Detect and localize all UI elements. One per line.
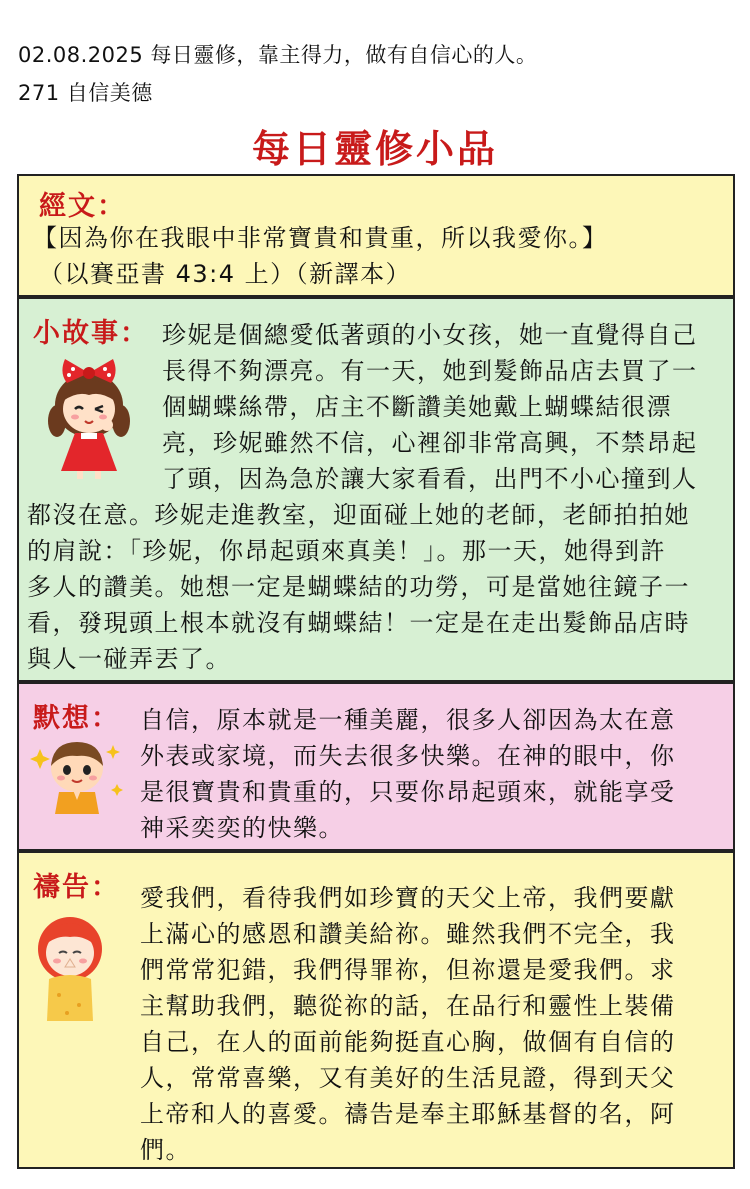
- prayer-text: [140, 880, 730, 1168]
- scripture-label: 經文：: [39, 191, 126, 222]
- prayer-section: [17, 851, 735, 1169]
- page-title: 每日靈修小品: [251, 127, 498, 171]
- story-line: 長得不夠漂亮。有一天，她到髮飾品店去買了一: [162, 357, 698, 385]
- prayer-line: 愛我們，看待我們如珍寶的天父上帝，我們要獻: [140, 884, 676, 912]
- prayer-line: 上滿心的感恩和讚美給祢。雖然我們不完全，我: [140, 920, 676, 948]
- meditation-line: 自信，原本就是一種美麗，很多人卻因為太在意: [140, 706, 676, 734]
- prayer-label: 禱告：: [33, 872, 120, 903]
- meditation-text: [140, 702, 730, 846]
- scripture-section: [17, 174, 735, 297]
- header-topic-line: 271 自信美德: [18, 81, 153, 105]
- prayer-line: 主幫助我們，聽從祢的話，在品行和靈性上裝備: [140, 992, 676, 1020]
- scripture-reference: （以賽亞書 43:4 上）（新譯本）: [39, 260, 412, 288]
- story-full-text: [27, 497, 732, 677]
- story-label: 小故事：: [33, 318, 149, 349]
- story-line: 個蝴蝶絲帶，店主不斷讚美她戴上蝴蝶結很漂: [162, 393, 672, 421]
- meditation-line: 神采奕奕的快樂。: [140, 814, 344, 842]
- story-line: 看，發現頭上根本就沒有蝴蝶結！一定是在走出髮飾品店時: [27, 609, 690, 637]
- page-header: [18, 36, 537, 112]
- story-line: 都沒在意。珍妮走進教室，迎面碰上她的老師，老師拍拍她: [27, 501, 690, 529]
- story-line: 珍妮是個總愛低著頭的小女孩，她一直覺得自己: [162, 321, 698, 349]
- scripture-verse: 【因為你在我眼中非常寶貴和貴重，所以我愛你。】: [33, 224, 608, 252]
- story-line: 的肩說：「珍妮，你昂起頭來真美！」。那一天，她得到許: [27, 537, 666, 565]
- meditation-label: 默想：: [33, 703, 120, 734]
- story-line: 多人的讚美。她想一定是蝴蝶結的功勞，可是當她往鏡子一: [27, 573, 690, 601]
- prayer-line: 自己，在人的面前能夠挺直心胸，做個有自信的: [140, 1028, 676, 1056]
- meditation-line: 外表或家境，而失去很多快樂。在神的眼中，你: [140, 742, 676, 770]
- meditation-section: [17, 682, 735, 851]
- prayer-line: 上帝和人的喜愛。禱告是奉主耶穌基督的名，阿: [140, 1100, 676, 1128]
- praying-boy-icon: [29, 734, 125, 818]
- story-section: [17, 297, 735, 682]
- girl-with-bow-icon: [41, 353, 137, 485]
- prayer-line: 人，常常喜樂，又有美好的生活見證，得到天父: [140, 1064, 676, 1092]
- story-line: 了頭，因為急於讓大家看看，出門不小心撞到人: [162, 465, 698, 493]
- story-wrapped-text: [162, 317, 727, 497]
- header-date-line: 02.08.2025 每日靈修，靠主得力，做有自信心的人。: [18, 43, 538, 67]
- story-line: 與人一碰弄丟了。: [27, 645, 231, 673]
- story-line: 亮，珍妮雖然不信，心裡卻非常高興，不禁昂起: [162, 429, 698, 457]
- scripture-body: [33, 220, 608, 292]
- prayer-line: 們常常犯錯，我們得罪祢，但祢還是愛我們。求: [140, 956, 676, 984]
- prayer-line: 們。: [140, 1136, 191, 1164]
- praying-girl-icon: [27, 909, 113, 1033]
- meditation-line: 是很寶貴和貴重的，只要你昂起頭來，就能享受: [140, 778, 676, 806]
